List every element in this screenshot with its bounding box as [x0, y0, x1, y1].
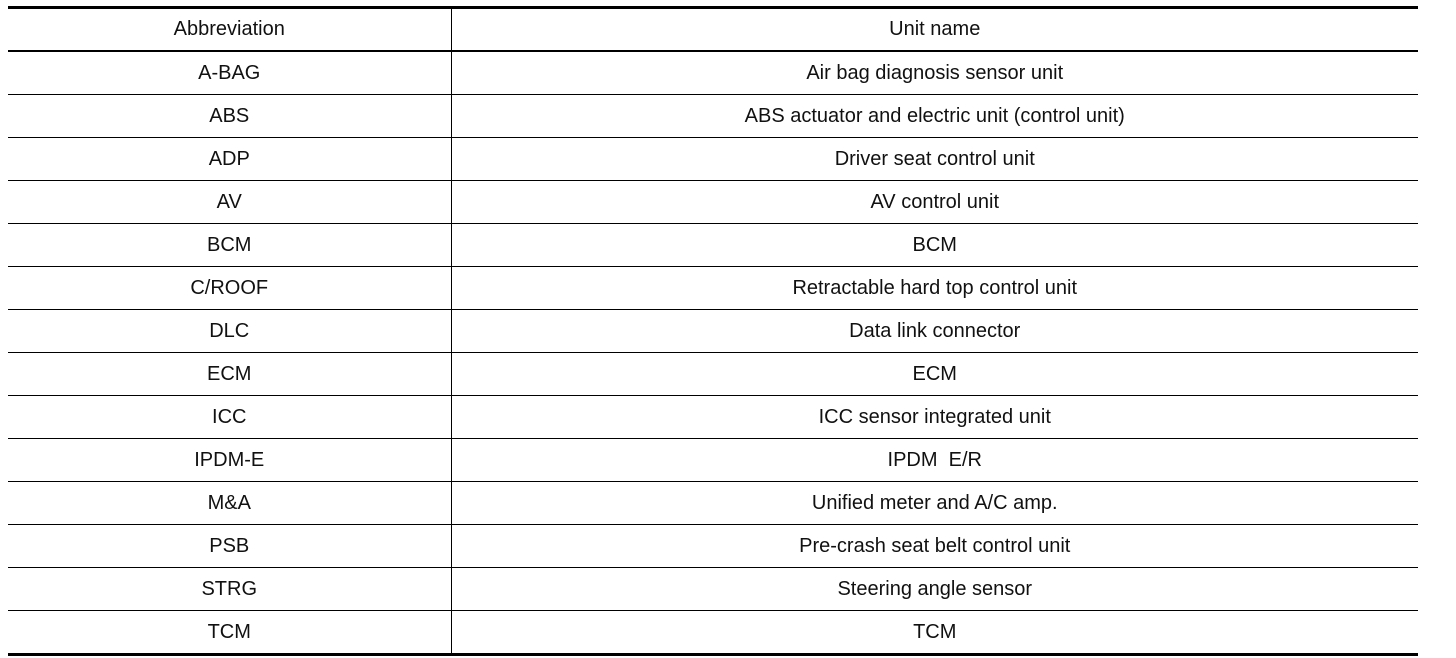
unit-name-cell: Air bag diagnosis sensor unit: [451, 51, 1418, 95]
table-header: [8, 8, 1418, 52]
unit-abbreviation-table-container: [8, 6, 1418, 656]
unit-name-cell: BCM: [451, 224, 1418, 267]
unit-name-cell: TCM: [451, 611, 1418, 655]
header-row: [8, 8, 1418, 52]
table-row: [8, 224, 1418, 267]
unit-name-cell: AV control unit: [451, 181, 1418, 224]
abbreviation-column-header: Abbreviation: [8, 8, 451, 52]
abbreviation-cell: A-BAG: [8, 51, 451, 95]
abbreviation-cell: M&A: [8, 482, 451, 525]
table-row: [8, 396, 1418, 439]
abbreviation-cell: ECM: [8, 353, 451, 396]
table-row: [8, 353, 1418, 396]
abbreviation-cell: C/ROOF: [8, 267, 451, 310]
table-body: [8, 51, 1418, 655]
unit-name-cell: Data link connector: [451, 310, 1418, 353]
table-row: [8, 181, 1418, 224]
unit-name-cell: Unified meter and A/C amp.: [451, 482, 1418, 525]
unit-name-cell: Steering angle sensor: [451, 568, 1418, 611]
abbreviation-cell: STRG: [8, 568, 451, 611]
abbreviation-cell: DLC: [8, 310, 451, 353]
table-row: [8, 439, 1418, 482]
abbreviation-cell: TCM: [8, 611, 451, 655]
unit-abbreviation-table: [8, 6, 1418, 656]
unit-name-cell: Retractable hard top control unit: [451, 267, 1418, 310]
unit-name-cell: Pre-crash seat belt control unit: [451, 525, 1418, 568]
abbreviation-cell: ABS: [8, 95, 451, 138]
table-row: [8, 568, 1418, 611]
unit-name-cell: IPDM E/R: [451, 439, 1418, 482]
table-row: [8, 611, 1418, 655]
abbreviation-cell: AV: [8, 181, 451, 224]
table-row: [8, 525, 1418, 568]
unit-name-cell: ICC sensor integrated unit: [451, 396, 1418, 439]
abbreviation-cell: ICC: [8, 396, 451, 439]
abbreviation-cell: PSB: [8, 525, 451, 568]
abbreviation-cell: BCM: [8, 224, 451, 267]
abbreviation-cell: ADP: [8, 138, 451, 181]
abbreviation-cell: IPDM-E: [8, 439, 451, 482]
table-row: [8, 267, 1418, 310]
unit-name-cell: ABS actuator and electric unit (control unit): [451, 95, 1418, 138]
table-row: [8, 310, 1418, 353]
unit-name-cell: Driver seat control unit: [451, 138, 1418, 181]
table-row: [8, 138, 1418, 181]
unit-name-cell: ECM: [451, 353, 1418, 396]
table-row: [8, 95, 1418, 138]
unit-name-column-header: Unit name: [451, 8, 1418, 52]
table-row: [8, 482, 1418, 525]
table-row: [8, 51, 1418, 95]
